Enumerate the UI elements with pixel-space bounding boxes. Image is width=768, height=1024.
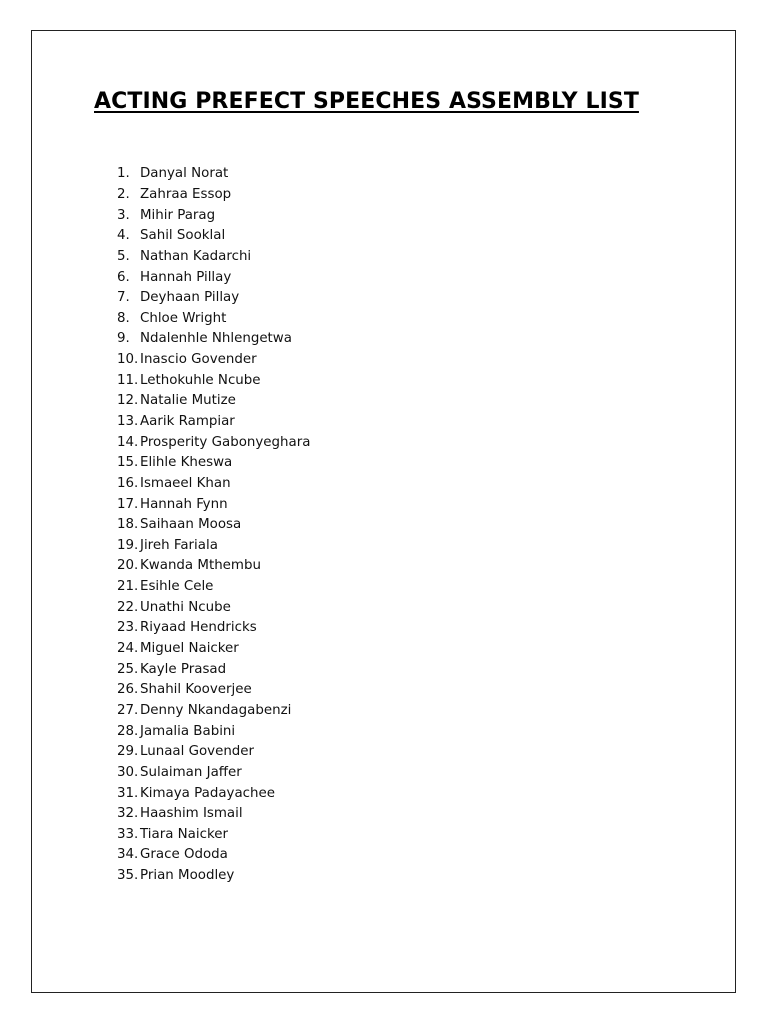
list-item xyxy=(117,185,310,206)
list-item-number: 22. xyxy=(117,599,139,615)
page-border xyxy=(31,30,736,993)
list-item-number: 25. xyxy=(117,661,139,677)
list-item-number: 23. xyxy=(117,620,139,636)
list-item-name: Natalie Mutize xyxy=(140,393,236,409)
list-item-number: 24. xyxy=(117,641,139,657)
list-item xyxy=(117,639,310,660)
page-title: ACTING PREFECT SPEECHES ASSEMBLY LIST xyxy=(94,89,639,114)
list-item-name: Tiara Naicker xyxy=(140,826,228,842)
list-item-name: Haashim Ismail xyxy=(140,806,243,822)
list-item-name: Ndalenhle Nhlengetwa xyxy=(140,331,292,347)
list-item xyxy=(117,597,310,618)
list-item xyxy=(117,680,310,701)
list-item-name: Lethokuhle Ncube xyxy=(140,372,261,388)
list-item-number: 6. xyxy=(117,269,130,285)
list-item-number: 20. xyxy=(117,558,139,574)
list-item xyxy=(117,721,310,742)
list-item-number: 19. xyxy=(117,537,139,553)
list-item xyxy=(117,370,310,391)
list-item-name: Jamalia Babini xyxy=(140,723,236,739)
list-item-number: 32. xyxy=(117,806,139,822)
list-item-number: 1. xyxy=(117,166,130,182)
list-item-number: 3. xyxy=(117,207,130,223)
list-item-name: Sahil Sooklal xyxy=(140,228,226,244)
list-item-number: 14. xyxy=(117,434,139,450)
list-item-name: Grace Ododa xyxy=(140,847,228,863)
list-item-number: 28. xyxy=(117,723,139,739)
list-item xyxy=(117,845,310,866)
list-item-number: 33. xyxy=(117,826,139,842)
list-item xyxy=(117,391,310,412)
list-item xyxy=(117,226,310,247)
list-item-number: 31. xyxy=(117,785,139,801)
list-item-number: 8. xyxy=(117,310,130,326)
list-item xyxy=(117,742,310,763)
list-item xyxy=(117,474,310,495)
list-item-number: 34. xyxy=(117,847,139,863)
list-item-number: 13. xyxy=(117,414,139,429)
list-item xyxy=(117,432,310,453)
list-item xyxy=(117,412,310,433)
list-item-name: Riyaad Hendricks xyxy=(140,620,257,636)
list-item xyxy=(117,825,310,846)
list-item-name: Inascio Govender xyxy=(140,352,257,368)
list-item xyxy=(117,515,310,536)
list-item-name: Chloe Wright xyxy=(140,310,227,326)
list-item xyxy=(117,247,310,268)
list-item-name: Denny Nkandagabenzi xyxy=(140,702,292,718)
list-item-number: 17. xyxy=(117,496,139,512)
list-item-name: Kimaya Padayachee xyxy=(140,785,275,801)
list-item xyxy=(117,618,310,639)
list-item-number: 4. xyxy=(117,228,130,244)
list-item-name: Kwanda Mthembu xyxy=(140,558,261,574)
list-item xyxy=(117,494,310,515)
list-item-number: 11. xyxy=(117,372,139,388)
list-item-name: Prosperity Gabonyeghara xyxy=(140,434,311,450)
list-item-number: 27. xyxy=(117,702,139,718)
list-item xyxy=(117,556,310,577)
list-item-number: 16. xyxy=(117,475,139,491)
list-item-name: Esihle Cele xyxy=(140,579,214,595)
list-item xyxy=(117,536,310,557)
list-item xyxy=(117,453,310,474)
list-item xyxy=(117,329,310,350)
list-item-name: Hannah Pillay xyxy=(140,269,232,285)
list-item-name: Nathan Kadarchi xyxy=(140,248,252,264)
list-item-name: Lunaal Govender xyxy=(140,744,255,760)
list-item-name: Elihle Kheswa xyxy=(140,455,233,471)
list-item-number: 35. xyxy=(117,868,139,884)
list-item xyxy=(117,804,310,825)
list-item-name: Aarik Rampiar xyxy=(140,414,235,429)
list-item-name: Deyhaan Pillay xyxy=(140,290,240,306)
list-item-name: Unathi Ncube xyxy=(140,599,231,615)
list-item-number: 2. xyxy=(117,186,130,202)
list-item-name: Mihir Parag xyxy=(140,207,216,223)
list-item-name: Sulaiman Jaffer xyxy=(140,764,242,780)
list-item-number: 18. xyxy=(117,517,139,533)
list-item-number: 9. xyxy=(117,331,130,347)
list-item-number: 12. xyxy=(117,393,139,409)
list-item-name: Kayle Prasad xyxy=(140,661,227,677)
assembly-name-list xyxy=(117,164,310,886)
list-item-name: Shahil Kooverjee xyxy=(140,682,252,698)
list-item-number: 5. xyxy=(117,248,130,264)
list-item xyxy=(117,866,310,887)
list-item xyxy=(117,350,310,371)
list-item-name: Ismaeel Khan xyxy=(140,475,231,491)
list-item-name: Danyal Norat xyxy=(140,166,229,182)
list-item-number: 30. xyxy=(117,764,139,780)
list-item-number: 26. xyxy=(117,682,139,698)
list-item-name: Prian Moodley xyxy=(140,868,235,884)
list-item-number: 10. xyxy=(117,352,139,368)
list-item xyxy=(117,783,310,804)
list-item-name: Zahraa Essop xyxy=(140,186,232,202)
list-item xyxy=(117,659,310,680)
list-item xyxy=(117,164,310,185)
list-item xyxy=(117,308,310,329)
list-item-number: 29. xyxy=(117,744,139,760)
list-item-name: Jireh Fariala xyxy=(140,537,218,553)
list-item xyxy=(117,267,310,288)
list-item xyxy=(117,288,310,309)
list-item-number: 15. xyxy=(117,455,139,471)
list-item-name: Saihaan Moosa xyxy=(140,517,242,533)
list-item xyxy=(117,701,310,722)
list-item-number: 7. xyxy=(117,290,130,306)
list-item-name: Hannah Fynn xyxy=(140,496,228,512)
list-item xyxy=(117,577,310,598)
list-item-number: 21. xyxy=(117,579,139,595)
list-item xyxy=(117,205,310,226)
list-item-name: Miguel Naicker xyxy=(140,641,239,657)
list-item xyxy=(117,763,310,784)
